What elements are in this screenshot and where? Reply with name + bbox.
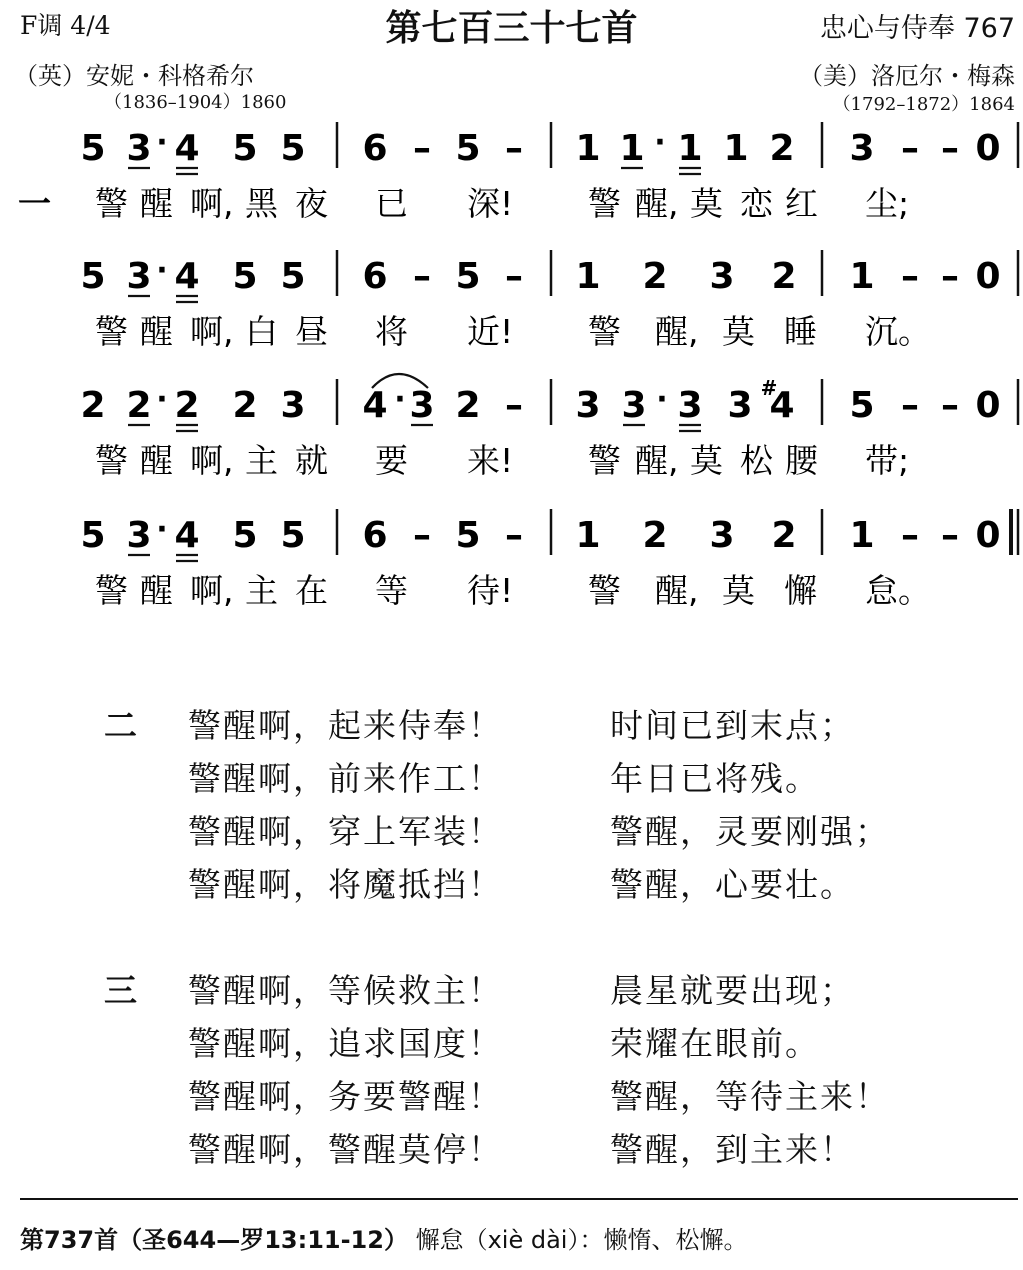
note: 4 [174, 256, 200, 297]
sharp-mark: # [760, 376, 778, 400]
dash-note: – [901, 385, 919, 426]
lyric-char: 恋 [740, 184, 773, 223]
note: 2 [455, 385, 481, 426]
note: 2 [232, 385, 258, 426]
note: 0 [975, 515, 1001, 556]
note: 3 [709, 515, 735, 556]
verse-line-first-half: 警醒啊，务要警醒！ [188, 1077, 503, 1116]
note: 2 [769, 128, 795, 169]
lyric-char: 警 [95, 441, 128, 480]
note: 5 [280, 515, 306, 556]
lyric-char: 夜 [295, 184, 328, 223]
dot-mark: · [156, 382, 168, 417]
verse-line-second-half: 荣耀在眼前。 [610, 1024, 820, 1063]
note: 1 [575, 128, 601, 169]
lyric-char: 醒, [655, 312, 699, 351]
lyric-char: 要 [375, 441, 408, 480]
lyric-char: 主 [245, 571, 278, 610]
lyric-char: 昼 [295, 312, 328, 351]
dot-mark: · [656, 382, 668, 417]
note: 5 [80, 128, 106, 169]
note: 2 [174, 385, 200, 426]
note: 6 [362, 128, 388, 169]
note: 4 [362, 385, 388, 426]
note: 1 [723, 128, 749, 169]
lyric-char: 啊, [190, 312, 234, 351]
dash-note: – [941, 256, 959, 297]
lyric-char: 警 [588, 441, 621, 480]
verse-3-number: 三 [104, 971, 137, 1010]
dash-note: – [901, 128, 919, 169]
lyric-char: 红 [785, 184, 818, 223]
note: 5 [232, 256, 258, 297]
note: 2 [642, 256, 668, 297]
lyric-char: 懈 [784, 571, 817, 610]
lyric-char: 等 [375, 571, 408, 610]
note: 3 [126, 256, 152, 297]
note: 6 [362, 515, 388, 556]
note: 2 [126, 385, 152, 426]
note: 5 [280, 256, 306, 297]
lyric-char: 醒, [655, 571, 699, 610]
note: 5 [455, 256, 481, 297]
verse-line-first-half: 警醒啊，将魔抵挡！ [188, 865, 503, 904]
note: 0 [975, 256, 1001, 297]
lyric-char: 尘; [865, 184, 910, 223]
note: 3 [409, 385, 435, 426]
verse-1-label: 一 [18, 184, 51, 223]
lyric-char: 在 [295, 571, 328, 610]
verse-line-second-half: 警醒，到主来！ [610, 1130, 855, 1169]
lyricist: （英）安妮・科格希尔 [14, 62, 254, 90]
dot-mark: · [394, 382, 406, 417]
dash-note: – [413, 128, 431, 169]
lyric-char: 醒 [140, 184, 173, 223]
hymn-category: 忠心与侍奉 767 [819, 13, 1015, 44]
lyric-char: 沉。 [865, 312, 931, 351]
hymn-title: 第七百三十七首 [385, 8, 638, 49]
note: 1 [849, 256, 875, 297]
note: 3 [677, 385, 703, 426]
lyric-char: 警 [95, 571, 128, 610]
dot-mark: · [156, 512, 168, 547]
lyric-char: 将 [375, 312, 408, 351]
note: 4 [769, 385, 795, 426]
lyric-char: 近! [467, 312, 514, 351]
note: 2 [771, 256, 797, 297]
note: 2 [642, 515, 668, 556]
lyric-char: 松 [740, 441, 773, 480]
lyric-char: 醒 [140, 312, 173, 351]
dash-note: – [413, 256, 431, 297]
note: 5 [232, 128, 258, 169]
dash-note: – [413, 515, 431, 556]
verse-line-first-half: 警醒啊，等候救主！ [188, 971, 503, 1010]
note: 2 [771, 515, 797, 556]
note: 3 [126, 515, 152, 556]
verse-line-second-half: 年日已将残。 [610, 759, 820, 798]
note: 4 [174, 515, 200, 556]
verse-2-number: 二 [104, 706, 137, 745]
note: 0 [975, 128, 1001, 169]
verse-line-second-half: 时间已到末点； [610, 706, 855, 745]
lyric-char: 白 [245, 312, 278, 351]
dash-note: – [505, 515, 523, 556]
note: 5 [80, 256, 106, 297]
score-svg [0, 0, 1023, 620]
verse-line-second-half: 晨星就要出现； [610, 971, 855, 1010]
verse-line-first-half: 警醒啊，追求国度！ [188, 1024, 503, 1063]
lyric-char: 警 [588, 184, 621, 223]
lyric-char: 就 [295, 441, 328, 480]
note: 1 [575, 515, 601, 556]
note: 6 [362, 256, 388, 297]
lyric-char: 莫 [722, 571, 755, 610]
lyric-char: 莫 [690, 441, 723, 480]
note: 5 [280, 128, 306, 169]
lyric-char: 来! [467, 441, 514, 480]
lyric-char: 警 [588, 312, 621, 351]
note: 5 [849, 385, 875, 426]
note: 0 [975, 385, 1001, 426]
lyric-char: 莫 [690, 184, 723, 223]
note: 3 [575, 385, 601, 426]
note: 3 [709, 256, 735, 297]
lyric-char: 啊, [190, 184, 234, 223]
note: 3 [727, 385, 753, 426]
lyric-char: 啊, [190, 571, 234, 610]
note: 3 [621, 385, 647, 426]
composer-dates: （1792–1872）1864 [832, 94, 1015, 115]
dash-note: – [901, 515, 919, 556]
note: 5 [232, 515, 258, 556]
lyric-char: 警 [588, 571, 621, 610]
dot-mark: · [156, 253, 168, 288]
lyric-char: 醒 [140, 441, 173, 480]
key-signature: F调 4/4 [20, 11, 111, 40]
dash-note: – [901, 256, 919, 297]
dash-note: – [941, 385, 959, 426]
lyric-char: 醒, [635, 441, 679, 480]
lyric-char: 啊, [190, 441, 234, 480]
verse-line-first-half: 警醒啊，起来侍奉！ [188, 706, 503, 745]
dash-note: – [505, 128, 523, 169]
footer [20, 1220, 747, 1255]
dot-mark: · [654, 125, 666, 160]
footer-divider [20, 1198, 1018, 1200]
lyric-char: 警 [95, 312, 128, 351]
note: 1 [619, 128, 645, 169]
note: 1 [575, 256, 601, 297]
lyric-char: 醒, [635, 184, 679, 223]
note: 5 [455, 128, 481, 169]
lyric-char: 已 [375, 184, 408, 223]
note: 4 [174, 128, 200, 169]
lyric-char: 黑 [245, 184, 278, 223]
verse-line-first-half: 警醒啊，穿上军装！ [188, 812, 503, 851]
footer-hymn-ref: 第737首（圣644—罗13:11-12） [20, 1226, 408, 1254]
dash-note: – [941, 128, 959, 169]
verse-line-second-half: 警醒，等待主来！ [610, 1077, 890, 1116]
lyric-char: 睡 [784, 312, 817, 351]
lyric-char: 莫 [722, 312, 755, 351]
note: 1 [677, 128, 703, 169]
dash-note: – [505, 385, 523, 426]
note: 3 [849, 128, 875, 169]
note: 1 [849, 515, 875, 556]
note: 3 [126, 128, 152, 169]
note: 3 [280, 385, 306, 426]
lyric-char: 醒 [140, 571, 173, 610]
lyric-char: 带; [865, 441, 910, 480]
lyric-char: 警 [95, 184, 128, 223]
composer: （美）洛厄尔・梅森 [799, 62, 1015, 90]
lyric-char: 腰 [785, 441, 818, 480]
note: 5 [80, 515, 106, 556]
jianpu-score [0, 0, 1023, 620]
footer-note: 懈怠（xiè dài）：懒惰、松懈。 [415, 1226, 748, 1254]
lyric-char: 深! [467, 184, 514, 223]
lyric-char: 怠。 [865, 571, 931, 610]
lyric-char: 待! [467, 571, 514, 610]
note: 5 [455, 515, 481, 556]
verse-line-first-half: 警醒啊，警醒莫停！ [188, 1130, 503, 1169]
note: 2 [80, 385, 106, 426]
verse-line-first-half: 警醒啊，前来作工！ [188, 759, 503, 798]
dot-mark: · [156, 125, 168, 160]
dash-note: – [505, 256, 523, 297]
lyricist-dates: （1836–1904）1860 [104, 92, 287, 113]
lyric-char: 主 [245, 441, 278, 480]
verse-line-second-half: 警醒，心要壮。 [610, 865, 855, 904]
verse-line-second-half: 警醒，灵要刚强； [610, 812, 890, 851]
dash-note: – [941, 515, 959, 556]
